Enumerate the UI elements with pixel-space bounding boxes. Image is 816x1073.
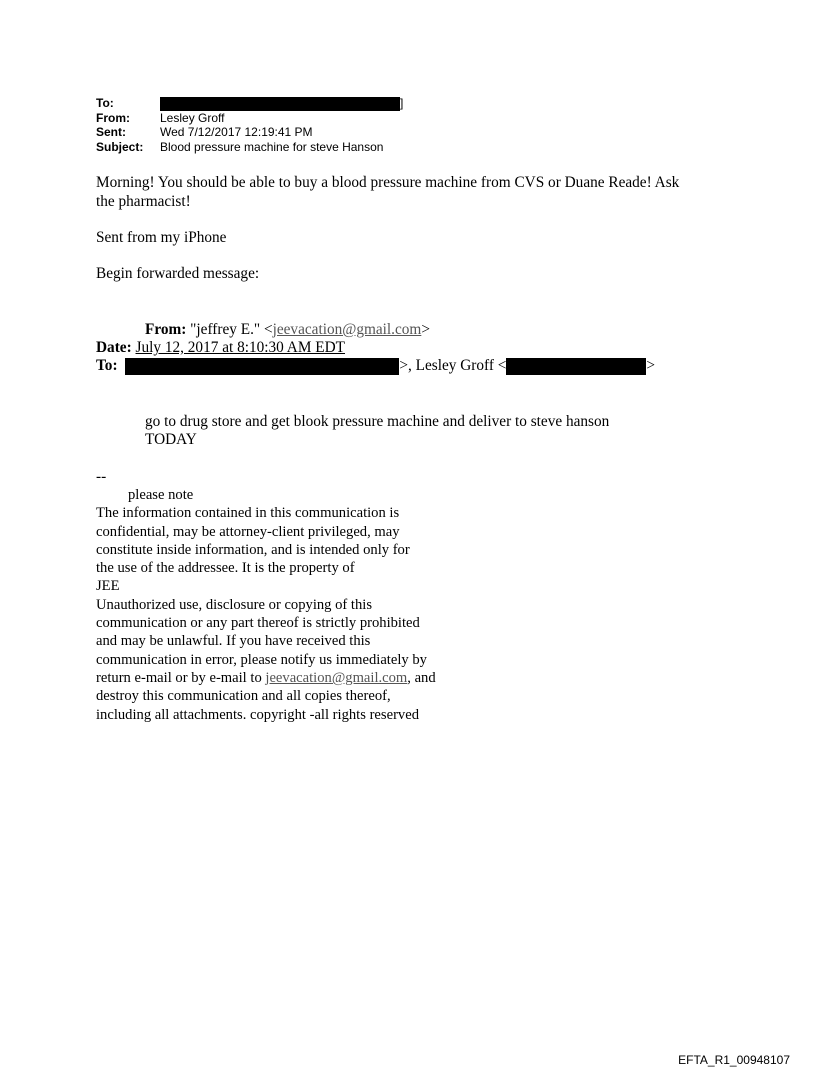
disclaimer-line: Unauthorized use, disclosure or copying of this: [96, 596, 373, 613]
disclaimer-line: the use of the addressee. It is the property of: [96, 560, 355, 577]
disclaimer-line: including all attachments. copyright -all rights reserved: [96, 706, 419, 723]
fwd-date-value: July 12, 2017 at 8:10:30 AM EDT: [135, 339, 345, 356]
forwarded-from-row: [145, 321, 430, 339]
signature: Sent from my iPhone: [96, 229, 227, 246]
to-label: To:: [96, 96, 114, 110]
fwd-message-line-1: go to drug store and get blook pressure machine and deliver to steve hanson: [145, 413, 610, 430]
disclaimer-line: and may be unlawful. If you have received this: [96, 633, 371, 650]
disclaimer-email-link[interactable]: jeevacation@gmail.com: [265, 669, 408, 686]
fwd-from-close: >: [421, 321, 430, 338]
fwd-to-label: To:: [96, 357, 118, 374]
fwd-to-middle: >, Lesley Groff <: [399, 357, 507, 374]
subject-value: Blood pressure machine for steve Hanson: [160, 139, 384, 154]
body-paragraph: [96, 174, 679, 211]
to-bracket: ]: [400, 96, 404, 110]
disclaimer-line: communication in error, please notify us immediately by: [96, 651, 427, 668]
disclaimer-block: [96, 486, 436, 724]
disclaimer-line: JEE: [96, 578, 120, 595]
sent-label: Sent:: [96, 125, 126, 140]
disclaimer-line: constitute inside information, and is intended only for: [96, 541, 410, 558]
redaction-bar: [506, 358, 646, 375]
forwarded-message: [145, 413, 609, 449]
subject-label: Subject:: [96, 139, 144, 154]
forwarded-date-row: [96, 339, 345, 357]
from-value: Lesley Groff: [160, 110, 225, 125]
disclaimer-email-line: return e-mail or by e-mail to jeevacation@gmail.com, and: [96, 669, 436, 686]
disclaimer-line: confidential, may be attorney-client privileged, may: [96, 523, 400, 540]
disclaimer-heading: please note: [128, 487, 194, 503]
disclaimer-line: destroy this communication and all copies thereof,: [96, 688, 391, 705]
redaction-bar: [160, 97, 400, 111]
fwd-from-label: From:: [145, 321, 187, 338]
fwd-from-name: "jeffrey E." <: [190, 321, 273, 338]
signature-separator: --: [96, 468, 107, 485]
from-label: From:: [96, 110, 130, 125]
fwd-to-close: >: [646, 357, 656, 374]
body-line-2: the pharmacist!: [96, 192, 191, 210]
fwd-from-email-link[interactable]: jeevacation@gmail.com: [272, 321, 422, 338]
document-id: EFTA_R1_00948107: [678, 1053, 790, 1067]
redaction-bar: [125, 358, 399, 375]
sent-value: Wed 7/12/2017 12:19:41 PM: [160, 125, 313, 140]
fwd-date-label: Date:: [96, 339, 132, 356]
forward-intro: Begin forwarded message:: [96, 265, 260, 282]
forwarded-to-row: [96, 357, 655, 375]
disclaimer-line: communication or any part thereof is strictly prohibited: [96, 615, 420, 632]
disclaimer-line: The information contained in this communication is: [96, 505, 400, 522]
fwd-message-line-2: TODAY: [145, 431, 197, 448]
body-line-1: Morning! You should be able to buy a blood pressure machine from CVS or Duane Reade! Ask: [96, 174, 680, 191]
